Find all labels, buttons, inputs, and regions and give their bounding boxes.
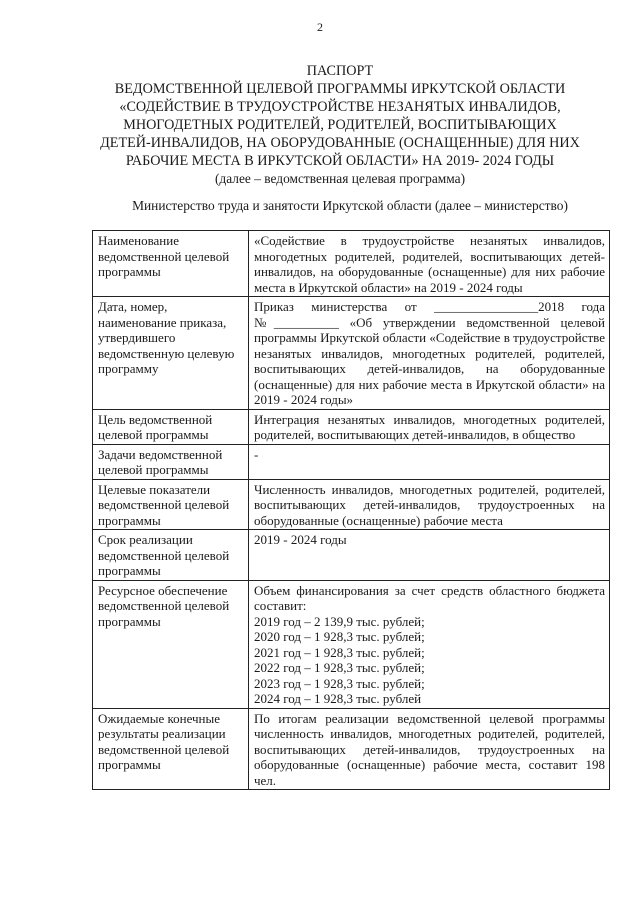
document-heading <box>95 62 585 188</box>
ministry-line: Министерство труда и занятости Иркутской области (далее – министерство) <box>132 198 568 213</box>
table-row <box>93 231 610 297</box>
row-value: 2019 - 2024 годы <box>249 530 610 581</box>
row-label: Ожидаемые конечные результаты реализации ведомственной целевой программы <box>93 708 249 790</box>
table-row <box>93 479 610 530</box>
row-label: Цель ведомственной целевой программы <box>93 409 249 444</box>
table-row <box>93 297 610 410</box>
row-label: Наименование ведомственной целевой программы <box>93 231 249 297</box>
funding-intro: Объем финансирования за счет средств областного бюджета составит: <box>254 582 605 613</box>
funding-year: 2019 год – 2 139,9 тыс. рублей; <box>254 613 425 629</box>
heading-line: ДЕТЕЙ-ИНВАЛИДОВ, НА ОБОРУДОВАННЫЕ (ОСНАЩЕННЫЕ) ДЛЯ НИХ <box>100 135 580 151</box>
row-value: Интеграция незанятых инвалидов, многодетных родителей, родителей, воспитывающих детей-инвалидов, в общество <box>249 409 610 444</box>
row-label: Целевые показатели ведомственной целевой программы <box>93 479 249 530</box>
row-value: По итогам реализации ведомственной целевой программы численность инвалидов, многодетных родителей, родителей, воспитывающих детей-инвалидов, трудоустроенных на оборудованные (оснащенные) рабочие места, составит 198 чел. <box>249 708 610 790</box>
row-label: Задачи ведомственной целевой программы <box>93 444 249 479</box>
funding-year: 2020 год – 1 928,3 тыс. рублей; <box>254 629 425 644</box>
heading-line: «СОДЕЙСТВИЕ В ТРУДОУСТРОЙСТВЕ НЕЗАНЯТЫХ ИНВАЛИДОВ, <box>119 99 561 115</box>
heading-line: РАБОЧИЕ МЕСТА В ИРКУТСКОЙ ОБЛАСТИ» НА 2019- 2024 ГОДЫ <box>125 153 555 169</box>
page-number: 2 <box>317 20 323 34</box>
funding-year: 2024 год – 1 928,3 тыс. рублей <box>254 691 422 706</box>
heading-line: МНОГОДЕТНЫХ РОДИТЕЛЕЙ, РОДИТЕЛЕЙ, ВОСПИТЫВАЮЩИХ <box>123 117 557 133</box>
heading-subtitle: (далее – ведомственная целевая программа) <box>214 171 466 186</box>
table-row <box>93 708 610 790</box>
table-row <box>93 580 610 708</box>
row-value: Численность инвалидов, многодетных родителей, родителей, воспитывающих детей-инвалидов, трудоустроенных на оборудованные (оснащенные) рабочие места <box>249 479 610 530</box>
row-value: - <box>249 444 610 479</box>
funding-year: 2023 год – 1 928,3 тыс. рублей; <box>254 675 425 691</box>
passport-table <box>92 230 610 790</box>
funding-year: 2021 год – 1 928,3 тыс. рублей; <box>254 644 425 660</box>
row-label: Дата, номер, наименование приказа, утвердившего ведомственную целевую программу <box>93 297 249 410</box>
row-label: Срок реализации ведомственной целевой программы <box>93 530 249 581</box>
funding-year: 2022 год – 1 928,3 тыс. рублей; <box>254 660 425 675</box>
row-value: Приказ министерства от ________________2018 года №__________ «Об утверждении ведомственной целевой программы Иркутской области «Содействие в трудоустройстве незанятых инвалидов, многодетных родителей, родителей, воспитывающих детей-инвалидов, на оборудованные (оснащенные) для них рабочие места в Иркутской области» на 2019 - 2024 годы» <box>249 297 610 410</box>
table-row <box>93 444 610 479</box>
table-row <box>93 530 610 581</box>
heading-line: ПАСПОРТ <box>306 63 374 79</box>
row-label: Ресурсное обеспечение ведомственной целевой программы <box>93 580 249 708</box>
row-value: «Содействие в трудоустройстве незанятых инвалидов, многодетных родителей, родителей, воспитывающих детей-инвалидов, на оборудованные (оснащенные) для них рабочие места в Иркутской области» на 2019 - 2024 годы <box>249 231 610 297</box>
heading-line: ВЕДОМСТВЕННОЙ ЦЕЛЕВОЙ ПРОГРАММЫ ИРКУТСКОЙ ОБЛАСТИ <box>114 81 566 97</box>
funding-cell <box>249 580 610 708</box>
table-row <box>93 409 610 444</box>
